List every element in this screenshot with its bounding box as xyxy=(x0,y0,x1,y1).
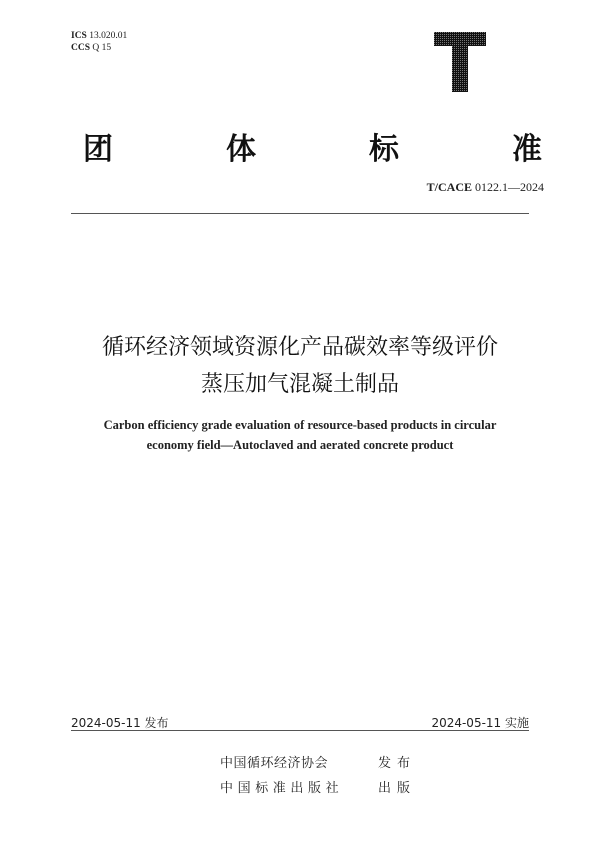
standard-t-logo-icon xyxy=(434,32,486,92)
press-name: 中国标准出版社 xyxy=(220,781,344,796)
ics-label: ICS xyxy=(71,31,87,41)
title-char: 准 xyxy=(512,132,542,167)
standard-number-prefix: T/CACE xyxy=(426,180,472,194)
ccs-label: CCS xyxy=(71,43,91,53)
standard-number xyxy=(427,180,544,195)
title-char: 团 xyxy=(83,132,113,167)
bottom-divider xyxy=(71,730,529,731)
title-char: 标 xyxy=(369,132,399,167)
top-divider xyxy=(71,213,529,214)
ics-code xyxy=(71,30,127,42)
classification-codes xyxy=(71,30,127,54)
english-title-line2: economy field—Autoclaved and aerated concrete product xyxy=(146,438,454,452)
standard-category-title xyxy=(0,124,600,167)
standard-number-value: 0122.1—2024 xyxy=(475,180,544,194)
issuer-action: 发布 xyxy=(378,756,417,771)
issuer-name: 中国循环经济协会 xyxy=(220,756,329,771)
ccs-code xyxy=(71,42,127,54)
press-row xyxy=(220,777,460,795)
title-char: 体 xyxy=(226,132,256,167)
press-action: 出版 xyxy=(378,781,417,796)
implementation-date: 2024-05-11 实施 xyxy=(431,716,529,730)
issue-date: 2024-05-11 发布 xyxy=(71,716,169,730)
issuer-row xyxy=(220,752,460,770)
ccs-value: Q 15 xyxy=(92,43,112,53)
chinese-title-line2: 蒸压加气混凝土制品 xyxy=(200,372,399,397)
ics-value: 13.020.01 xyxy=(89,31,128,41)
english-title-line1: Carbon efficiency grade evaluation of resource-based products in circular xyxy=(103,418,497,432)
chinese-title-line1: 循环经济领域资源化产品碳效率等级评价 xyxy=(101,335,498,360)
